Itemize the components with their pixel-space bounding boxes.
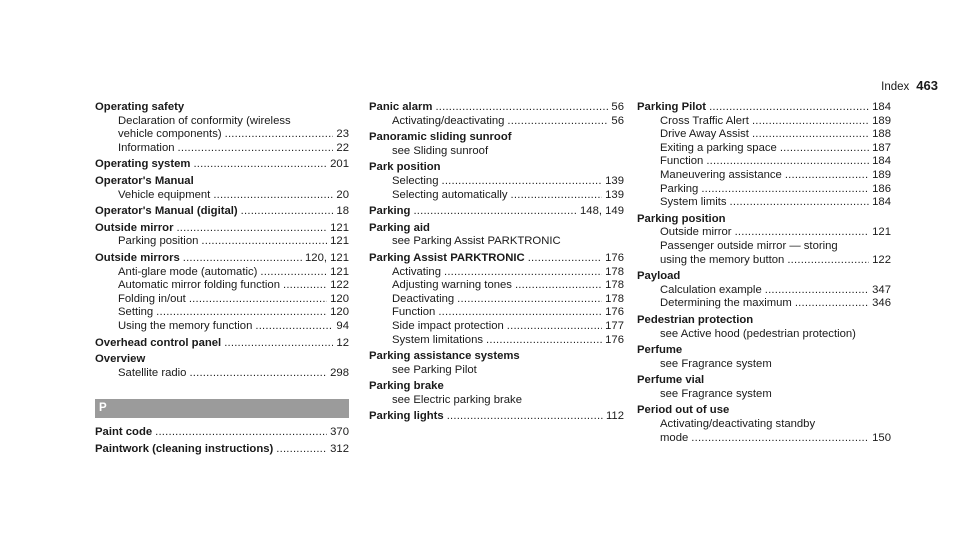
sub-entry-label: vehicle components)	[118, 128, 222, 141]
cross-reference-link[interactable]: see Active hood (pedestrian protection)	[660, 327, 856, 340]
sub-entry-label: Side impact protection	[392, 319, 504, 332]
sub-entry-label: Declaration of conformity (wireless	[118, 114, 291, 127]
sub-entry	[637, 226, 891, 240]
entry-term: Overview	[95, 353, 146, 366]
page-ref[interactable]: 150	[872, 431, 891, 444]
sub-entry	[637, 128, 891, 142]
page-ref[interactable]: 201	[330, 158, 349, 171]
sub-entry	[637, 196, 891, 210]
sub-entry	[95, 293, 349, 307]
sub-entry	[95, 279, 349, 293]
sub-entry-label: Passenger outside mirror — storing	[660, 239, 838, 252]
index-entry	[369, 410, 624, 424]
sub-entry-label: mode	[660, 431, 689, 444]
sub-entry-label: Deactivating	[392, 292, 455, 305]
entry-term: Parking brake	[369, 380, 444, 393]
entry-term: Outside mirror	[95, 221, 174, 234]
entry-term: Panoramic sliding sunroof	[369, 131, 512, 144]
sub-entry	[95, 306, 349, 320]
sub-entry-label: Activating/deactivating standby	[660, 418, 816, 431]
entry-term: Parking position	[637, 212, 726, 225]
page-ref[interactable]: 139	[605, 188, 624, 201]
index-column-2	[369, 101, 624, 427]
entry-term: Outside mirrors	[95, 251, 180, 264]
cross-reference-link[interactable]: see Parking Assist PARKTRONIC	[392, 235, 561, 248]
sub-entry-label: Maneuvering assistance	[660, 168, 782, 181]
sub-entry	[95, 235, 349, 249]
sub-entry-label: Function	[660, 155, 704, 168]
sub-entry-label: Information	[118, 141, 175, 154]
entry-term: Operating system	[95, 158, 191, 171]
page-ref[interactable]: 122	[872, 253, 891, 266]
sub-entry	[637, 297, 891, 311]
entry-term: Park position	[369, 161, 441, 174]
sub-entry-label: Parking position	[118, 235, 199, 248]
index-entry	[369, 350, 624, 377]
entry-term: Parking assistance systems	[369, 350, 520, 363]
sub-entry	[369, 189, 624, 203]
index-entry	[95, 353, 349, 380]
sub-entry	[637, 155, 891, 169]
page-number: 463	[916, 78, 938, 93]
index-entry	[637, 213, 891, 267]
index-entry	[637, 404, 891, 445]
sub-entry	[369, 266, 624, 280]
page-ref[interactable]: 121	[330, 221, 349, 234]
sub-entry-label: Determining the maximum	[660, 297, 792, 310]
entry-term: Parking lights	[369, 410, 444, 423]
sub-entry	[637, 142, 891, 156]
page-ref[interactable]: 186	[872, 182, 891, 195]
entry-term: Operator's Manual (digital)	[95, 205, 238, 218]
sub-entry	[369, 175, 624, 189]
sub-entry-label: System limits	[660, 196, 727, 209]
index-entry	[95, 175, 349, 202]
sub-entry-label: Using the memory function	[118, 319, 253, 332]
sub-entry	[637, 240, 891, 267]
sub-entry-label: using the memory button	[660, 253, 785, 266]
page-ref[interactable]: 347	[872, 283, 891, 296]
page-ref[interactable]: 177	[605, 319, 624, 332]
entry-term: Period out of use	[637, 404, 730, 417]
sub-entry	[369, 306, 624, 320]
sub-entry-label: Automatic mirror folding function	[118, 279, 280, 292]
index-entry	[637, 101, 891, 210]
index-entry	[369, 205, 624, 219]
entry-term: Paintwork (cleaning instructions)	[95, 442, 274, 455]
page-ref[interactable]: 298	[330, 366, 349, 379]
sub-entry	[95, 115, 349, 142]
index-entry	[95, 443, 349, 457]
index-column-1	[95, 101, 349, 459]
page-ref[interactable]: 312	[330, 442, 349, 455]
page-ref[interactable]: 176	[605, 333, 624, 346]
page-ref[interactable]: 346	[872, 297, 891, 310]
index-entry	[95, 158, 349, 172]
sub-entry	[637, 418, 891, 445]
page-header	[881, 79, 938, 95]
page-ref[interactable]: 18	[336, 205, 349, 218]
sub-entry-label: Vehicle equipment	[118, 188, 211, 201]
index-column-3	[637, 101, 891, 448]
page-ref[interactable]: 188	[872, 128, 891, 141]
index-entry	[95, 426, 349, 440]
entry-term: Parking Assist PARKTRONIC	[369, 251, 525, 264]
page-ref[interactable]: 56	[611, 101, 624, 113]
sub-entry	[637, 183, 891, 197]
entry-term: Operating safety	[95, 101, 185, 113]
sub-entry-label: Adjusting warning tones	[392, 279, 512, 292]
page-ref[interactable]: 189	[872, 114, 891, 127]
index-entry	[369, 380, 624, 407]
sub-entry-label: Drive Away Assist	[660, 128, 749, 141]
entry-term: Panic alarm	[369, 101, 433, 113]
page-ref[interactable]: 176	[605, 251, 624, 264]
page-ref[interactable]: 139	[605, 174, 624, 187]
sub-entry-label: System limitations	[392, 333, 484, 346]
sub-entry	[369, 334, 624, 348]
entry-term: Parking	[369, 205, 411, 218]
sub-entry	[95, 266, 349, 280]
index-entry	[369, 222, 624, 249]
sub-entry-label: Activating/deactivating	[392, 114, 505, 127]
sub-entry	[95, 367, 349, 381]
sub-entry-label: Parking	[660, 182, 699, 195]
page-ref[interactable]: 22	[336, 141, 349, 154]
sub-entry	[95, 320, 349, 334]
sub-entry-label: Calculation example	[660, 283, 762, 296]
page-ref[interactable]: 370	[330, 426, 349, 439]
page-ref[interactable]: 120, 121	[305, 251, 349, 264]
page-ref[interactable]: 178	[605, 265, 624, 278]
page-ref[interactable]: 178	[605, 279, 624, 292]
sub-entry-label: Anti-glare mode (automatic)	[118, 265, 258, 278]
index-entry	[95, 337, 349, 351]
sub-entry-label: Cross Traffic Alert	[660, 114, 749, 127]
page-ref[interactable]: 12	[336, 336, 349, 349]
cross-reference-link[interactable]: see Fragrance system	[660, 387, 772, 400]
index-entry	[637, 270, 891, 311]
sub-entry-label: Activating	[392, 265, 441, 278]
entry-term: Paint code	[95, 426, 153, 439]
index-entry	[95, 252, 349, 334]
sub-entry-label: Setting	[118, 306, 154, 319]
sub-entry-label: Outside mirror	[660, 226, 732, 239]
page-ref[interactable]: 148, 149	[580, 205, 624, 218]
sub-entry-label: Satellite radio	[118, 366, 187, 379]
sub-entry	[369, 115, 624, 129]
index-title: Index	[881, 81, 910, 93]
page-ref[interactable]: 20	[336, 188, 349, 201]
sub-entry	[637, 284, 891, 298]
sub-entry	[369, 293, 624, 307]
page-ref[interactable]: 121	[872, 226, 891, 239]
cross-reference-link[interactable]: see Fragrance system	[660, 357, 772, 370]
entry-term: Payload	[637, 270, 681, 283]
sub-entry	[369, 320, 624, 334]
index-entry	[95, 222, 349, 249]
section-letter-header: P	[95, 399, 349, 418]
page-ref[interactable]: 112	[605, 410, 624, 423]
index-entry	[95, 205, 349, 219]
index-entry	[369, 161, 624, 202]
page-ref[interactable]: 184	[872, 155, 891, 168]
entry-term: Perfume vial	[637, 374, 705, 387]
page-ref[interactable]: 189	[872, 168, 891, 181]
entry-term: Operator's Manual	[95, 174, 194, 187]
index-entry	[369, 252, 624, 347]
cross-reference-link[interactable]: see Electric parking brake	[392, 393, 522, 406]
page-ref[interactable]: 184	[872, 196, 891, 209]
sub-entry	[95, 189, 349, 203]
sub-entry-label: Folding in/out	[118, 292, 186, 305]
page-ref[interactable]: 176	[605, 306, 624, 319]
index-entry	[95, 101, 349, 155]
entry-term: Parking aid	[369, 221, 430, 234]
cross-reference-link[interactable]: see Parking Pilot	[392, 363, 477, 376]
index-entry	[637, 374, 891, 401]
page-ref[interactable]: 187	[872, 141, 891, 154]
index-entry	[637, 344, 891, 371]
entry-term: Overhead control panel	[95, 336, 222, 349]
sub-entry-label: Selecting	[392, 174, 439, 187]
page-ref[interactable]: 23	[336, 128, 349, 141]
page-ref[interactable]: 120	[330, 292, 349, 305]
entry-term: Parking Pilot	[637, 101, 707, 113]
page-ref[interactable]: 184	[872, 101, 891, 113]
page-ref[interactable]: 178	[605, 292, 624, 305]
sub-entry	[637, 169, 891, 183]
page-ref[interactable]: 94	[336, 319, 349, 332]
page-ref[interactable]: 122	[330, 279, 349, 292]
index-entry	[369, 131, 624, 158]
sub-entry-label: Function	[392, 306, 436, 319]
sub-entry	[369, 279, 624, 293]
cross-reference-link[interactable]: see Sliding sunroof	[392, 144, 489, 157]
page-ref[interactable]: 56	[611, 114, 624, 127]
sub-entry	[95, 142, 349, 156]
page-ref[interactable]: 121	[330, 265, 349, 278]
sub-entry-label: Exiting a parking space	[660, 141, 777, 154]
index-entry	[369, 101, 624, 128]
sub-entry-label: Selecting automatically	[392, 188, 508, 201]
index-entry	[637, 314, 891, 341]
page-ref[interactable]: 120	[330, 306, 349, 319]
sub-entry	[637, 115, 891, 129]
entry-term: Perfume	[637, 344, 683, 357]
page-ref[interactable]: 121	[330, 235, 349, 248]
entry-term: Pedestrian protection	[637, 313, 754, 326]
